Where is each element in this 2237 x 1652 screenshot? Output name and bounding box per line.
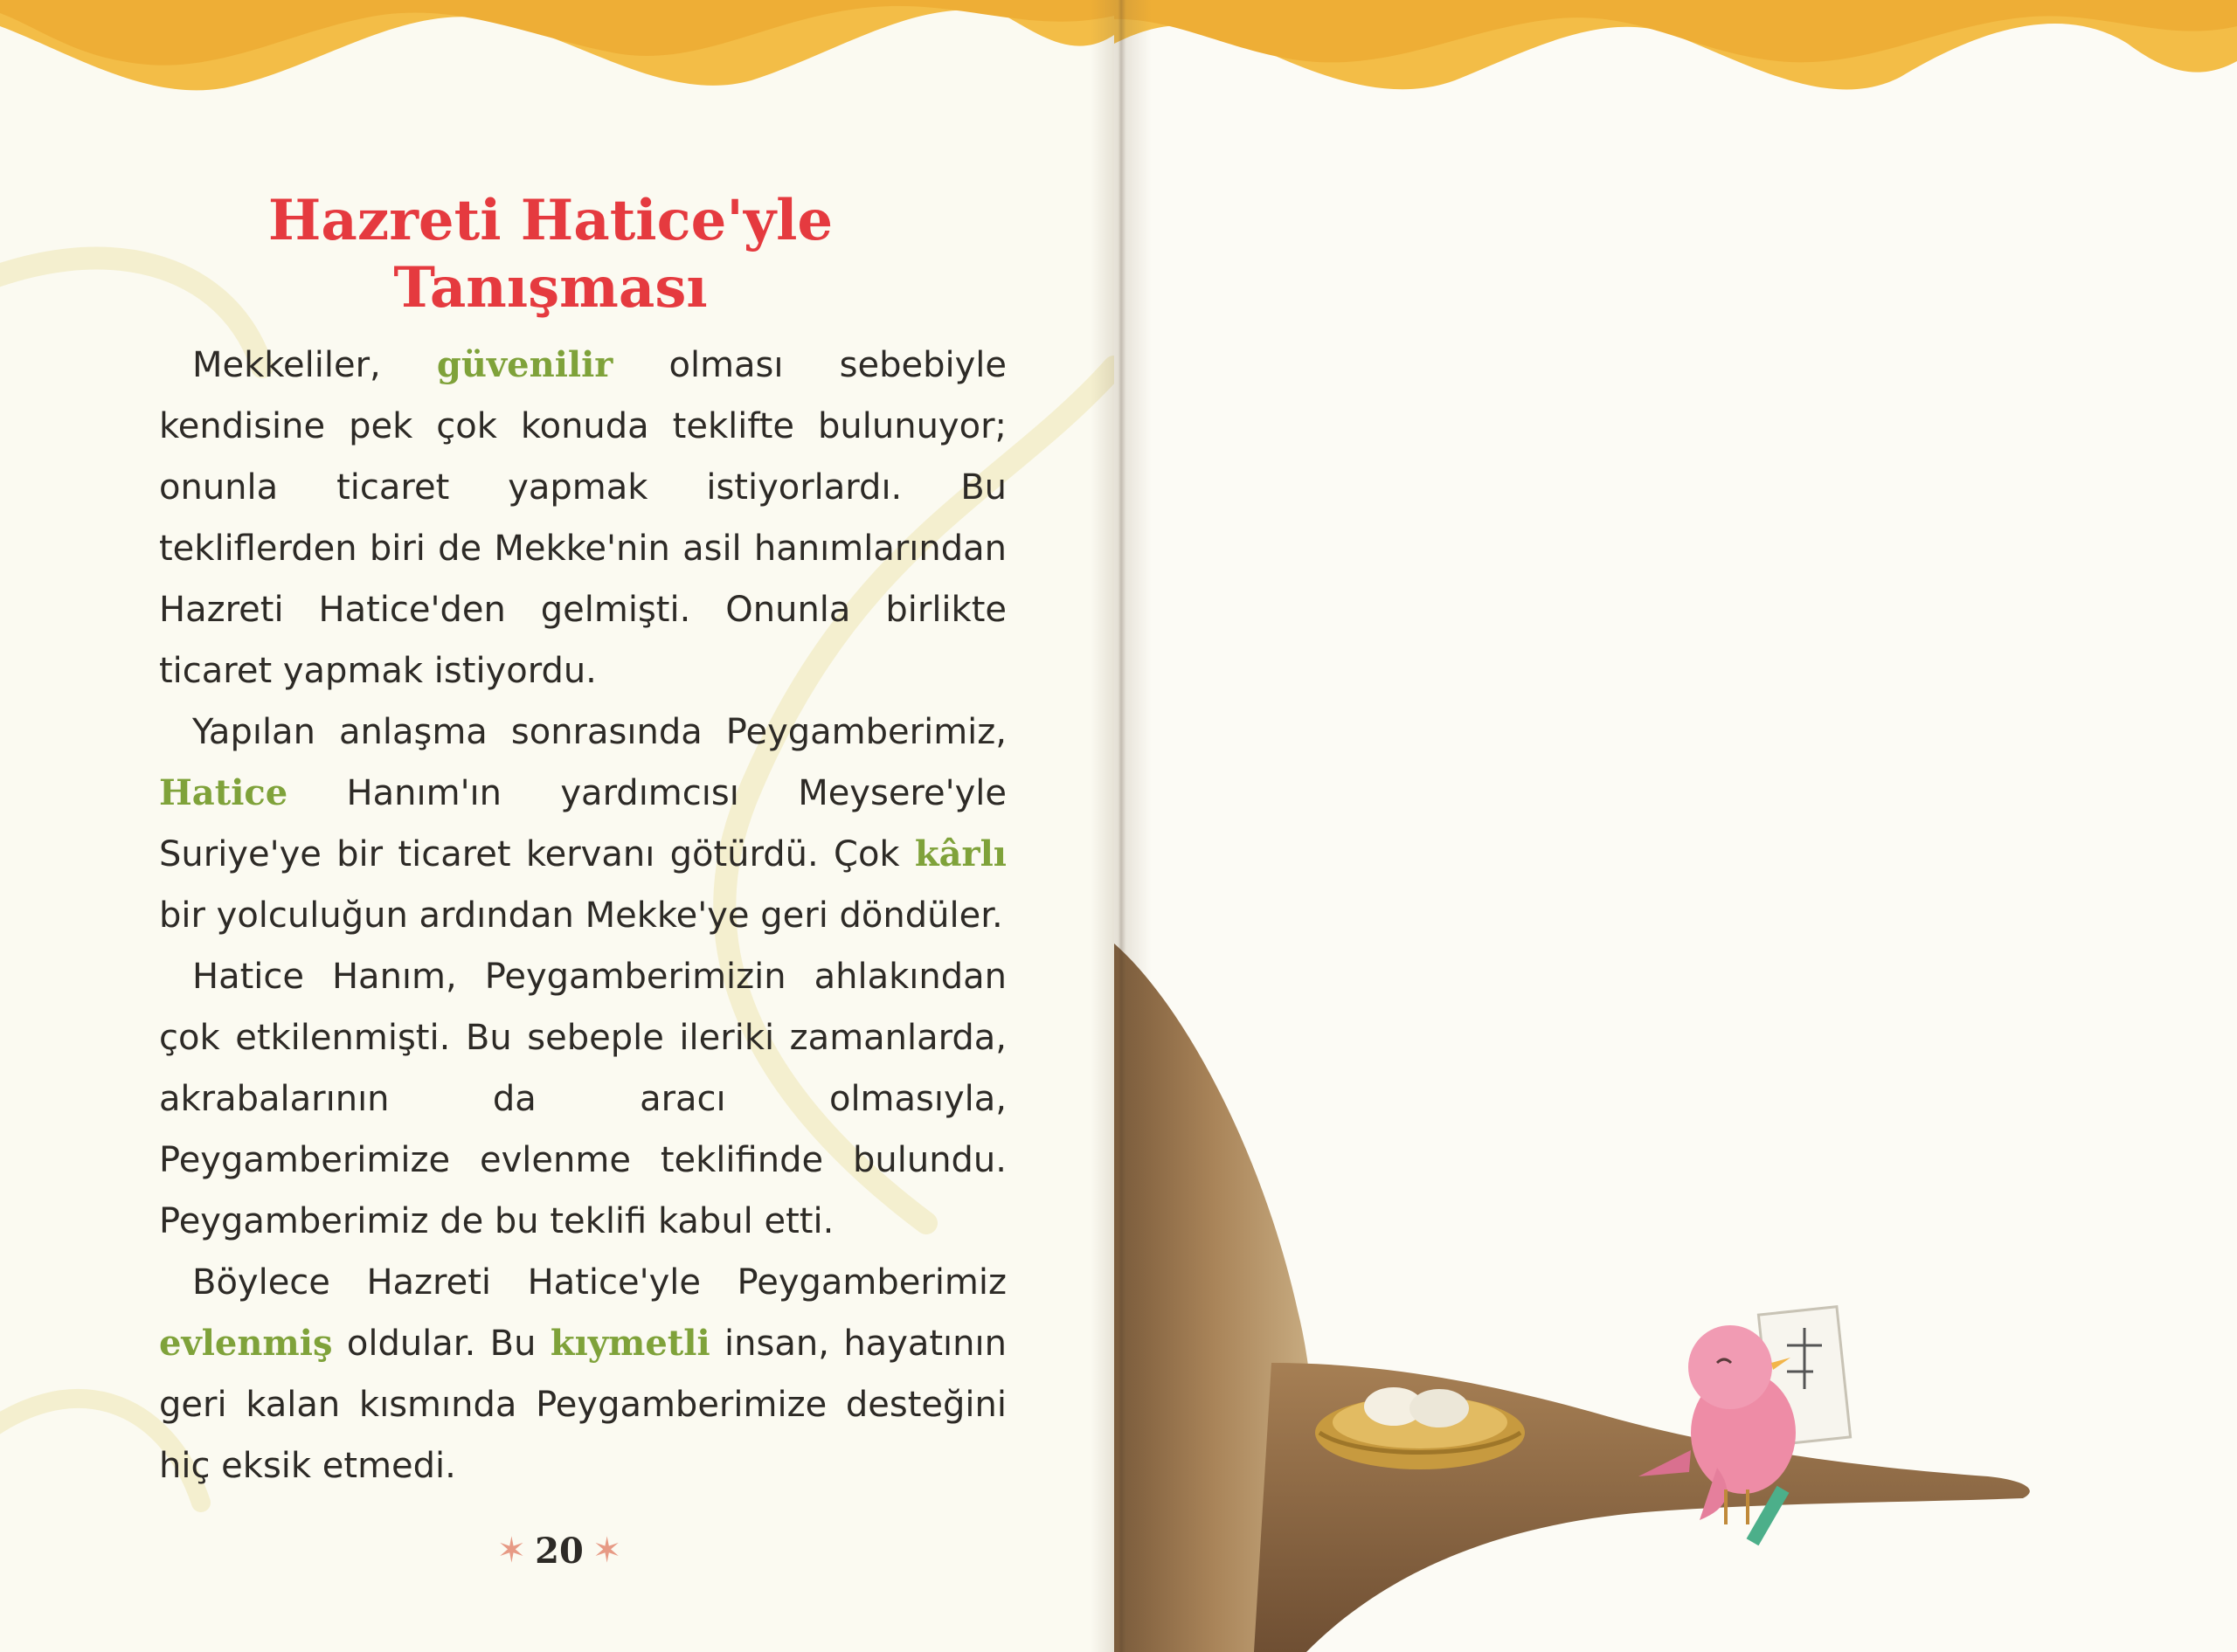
star-icon: ✶ [496,1531,527,1571]
pink-bird-with-puzzle-icon [1114,0,2237,1652]
top-wave-decoration [0,0,1114,114]
highlighted-keyword: güvenilir [436,344,613,385]
story-text [159,335,1007,1496]
highlighted-keyword: kıymetli [550,1323,710,1364]
paragraph-text: Mekkeliler, [192,345,437,385]
page-title-line-1: Hazreti Hatice'yle [267,188,834,253]
paragraph [159,1252,1007,1496]
paragraph-text: Yapılan anlaşma sonrasında Peygamberimiz, [192,712,1007,752]
left-page [0,0,1114,1652]
paragraph-text: oldular. Bu [332,1324,551,1364]
highlighted-keyword: kârlı [914,833,1007,874]
highlighted-keyword: Hatice [159,772,288,813]
paragraph [159,946,1007,1252]
paragraph [159,335,1007,702]
page-number [485,1524,634,1577]
highlighted-keyword: evlenmiş [159,1323,333,1364]
paragraph [159,702,1007,946]
star-icon: ✶ [592,1531,622,1571]
paragraph-text: insan, hayatının geri kalan kısmında Peygamberimize desteğini hiç eksik etmedi. [159,1324,1007,1486]
page-title-line-2: Tanışması [393,255,708,321]
paragraph-text: Hanım'ın yardımcısı Meysere'yle Suriye'ye bir ticaret kervanı götürdü. Çok [159,773,1007,874]
paragraph-text: Hatice Hanım, Peygamberimizin ahlakından çok etkilenmişti. Bu sebeple ileriki zamanlarda, akrabalarının da aracı olmasıyla, Peygamberimize evlenme teklifinde bulundu. Peygamberimiz de bu teklifi kabul etti. [159,957,1007,1241]
paragraph-text: bir yolculuğun ardından Mekke'ye geri döndüler. [159,895,1003,936]
paragraph-text: olması sebebiyle kendisine pek çok konuda teklifte bulunuyor; onunla ticaret yapmak istiyorlardı. Bu tekliflerden biri de Mekke'nin asil hanımlarından Hazreti Hatice'den gelmişti. Onunla birlikte ticaret yapmak istiyordu. [159,345,1007,691]
paragraph-text: Böylece Hazreti Hatice'yle Peygamberimiz [192,1262,1007,1303]
book-gutter [1091,0,1152,1652]
page-number-label: 20 [535,1530,584,1572]
right-page [1114,0,2237,1652]
